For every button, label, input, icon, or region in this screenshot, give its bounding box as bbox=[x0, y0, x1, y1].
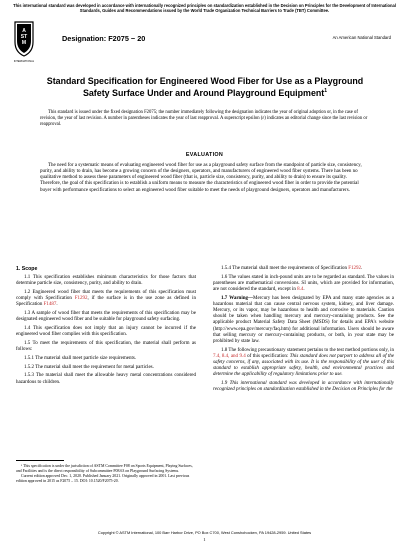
tbt-notice: This international standard was developed in accordance with internationally recognized principles on standardization established in the Decision on Principles for the Development of International Standards, Guides and Recommendations issued by the World Trade Organization Technical Barriers to Trade (TBT) Committee. bbox=[13, 3, 396, 13]
link-f1487[interactable]: F1487 bbox=[43, 302, 57, 308]
footnote-divider bbox=[16, 460, 64, 461]
astm-logo-icon bbox=[14, 20, 34, 64]
right-column bbox=[213, 266, 394, 396]
section-1-5-4: 1.5.4 The material shall meet the requirements of Specification F1292. bbox=[221, 266, 363, 271]
footnote-1: ¹ This specification is under the jurisdiction of ASTM Committee F08 on Sports Equipment, Playing Surfaces, and Facilities and is the direct responsibility of Subcommittee F08.63 on Playground Surfacing Systems. bbox=[16, 464, 193, 473]
section-1-7: 1.7 Warning—Mercury has been designated by EPA and many state agencies as a hazardous material that can cause central nervous system, kidney, and liver damage. Mercury, or its vapor, may be hazardous to health and corrosive to materials. Caution should be taken when handling mercury and mercury-containing products. See the applicable product Material Safety Data Sheet (MSDS) for details and EPA's website (http://www.epa.gov/mercury/faq.htm) for additional information. Users should be aware that selling mercury or mercury-containing products, or both, in your state may be prohibited by state law. bbox=[213, 295, 394, 344]
section-1-1: 1.1 This specification establishes minimum characteristics for those factors that determine particle size, consistency, purity, and ability to drain. bbox=[16, 275, 196, 287]
title-text: Standard Specification for Engineered Wood Fiber for Use as a Playground Safety Surface Under and Around Playground Equipment bbox=[46, 76, 364, 99]
page-number: 1 bbox=[203, 537, 206, 542]
section-1-5-3: 1.5.3 The material shall meet the allowable heavy metal concentrations considered hazardous to children. bbox=[16, 373, 196, 385]
section-1-3: 1.3 A sample of wood fiber that meets the requirements of this specification may be designated engineered wood fiber and be suitable for playground safety surfacing. bbox=[16, 311, 196, 323]
issuance-note bbox=[40, 110, 369, 127]
link-f1292[interactable]: F1292 bbox=[74, 296, 88, 302]
link-f1292-b[interactable]: F1292 bbox=[348, 266, 362, 271]
document-title bbox=[40, 76, 370, 99]
evaluation-text: The need for a systematic means of evaluating engineered wood fiber for use as a playground safety surface from the standpoint of particle size, consistency, purity, and ability to drain, has become a growing concern of the designers, operators, and manufacturers of engineered wood fiber systems. There has been no qualitative method to assess these parameters of engineered wood fiber (that is, particle size, consistency, purity, and ability to drain) to ensure its quality. Therefore, the goal of this specification is to establish a uniform means to measure the characteristics of engineered wood fiber in order to provide the potential buyer with performance specifications to select an engineered wood fiber suitable to meet the needs of playground designers, operators and manufacturers. bbox=[40, 163, 362, 193]
scope-heading: 1. Scope bbox=[16, 266, 38, 272]
section-1-4: 1.4 This specification does not imply that an injury cannot be incurred if the engineered wood fiber complies with this specification. bbox=[16, 326, 196, 338]
left-column bbox=[16, 266, 196, 388]
section-1-5-2: 1.5.2 The material shall meet the requirement for metal particles. bbox=[24, 364, 154, 370]
designation: Designation: F2075 − 20 bbox=[62, 34, 146, 43]
ansi-label: An American National Standard bbox=[332, 35, 391, 40]
link-test-methods[interactable]: 7.4, 8.4, and 9.4 bbox=[213, 353, 246, 359]
svg-text:A: A bbox=[22, 28, 26, 34]
section-1-5-1: 1.5.1 The material shall meet particle size requirements. bbox=[24, 355, 137, 361]
section-1-5: 1.5 To meet the requirements of this specification, the material shall perform as follows: bbox=[16, 340, 196, 353]
copyright-footer: Copyright © ASTM International, 100 Barr Harbor Drive, PO Box C700, West Conshohocken, PA 19428-2959. United States bbox=[97, 530, 312, 535]
section-1-6: 1.6 The values stated in inch-pound units are to be regarded as standard. The values in parentheses are mathematical conversions. SI units, which are provided for information, are not considered the standard, except in 8.4. bbox=[213, 274, 394, 293]
footnotes bbox=[16, 464, 196, 485]
section-1-2: 1.2 Engineered wood fiber that meets the requirements of this specification must comply with Specification F1292, if the surface is in the use zone as defined in Specification F1487. bbox=[16, 290, 196, 308]
issuance-note-text: This standard is issued under the fixed designation F2075; the number immediately following the designation indicates the year of original adoption or, in the case of revision, the year of last revision. A number in parentheses indicates the year of last reapproval. A superscript epsilon (ε) indicates an editorial change since the last revision or reapproval. bbox=[40, 110, 368, 127]
section-1-9: 1.9 This international standard was developed in accordance with internationally recognized principles on standardization established in the Decision on Principles for the bbox=[213, 381, 394, 393]
svg-text:ST: ST bbox=[20, 34, 28, 40]
footnote-approval: Current edition approved Dec. 1, 2020. Published January 2021. Originally approved in 2001. Last previous edition approved in 2015 as F2075 – 15. DOI: 10.1520/F2075-20. bbox=[16, 474, 190, 484]
section-1-8: 1.8 The following precautionary statement pertains to the test method portions only, in 7.4, 8.4, and 9.4 of this specification: This standard does not purport to address all of the safety concerns, if any, associated with its use. It is the responsibility of the user of this standard to establish appropriate safety, health, and environmental practices and determine the applicability of regulatory limitations prior to use. bbox=[213, 347, 394, 378]
svg-text:M: M bbox=[21, 40, 27, 46]
svg-text:INTERNATIONAL: INTERNATIONAL bbox=[14, 60, 34, 63]
link-8-4[interactable]: 8.4 bbox=[297, 287, 304, 293]
title-footnote-ref[interactable]: 1 bbox=[324, 88, 328, 95]
evaluation-heading: EVALUATION bbox=[185, 152, 224, 158]
